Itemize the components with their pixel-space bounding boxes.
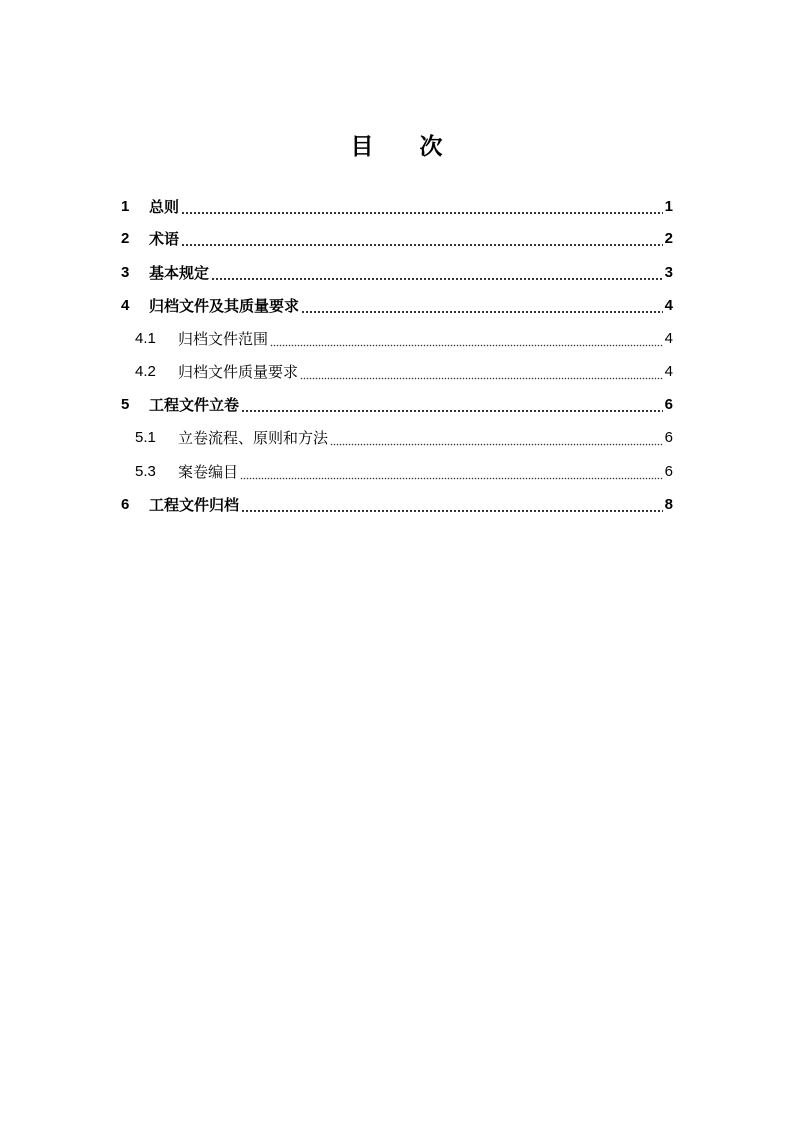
toc-entry-number: 3 xyxy=(121,264,130,281)
toc-dot-leader xyxy=(181,196,663,218)
toc-entry-text: 归档文件范围 xyxy=(178,330,269,348)
toc-entry-number: 4.1 xyxy=(135,330,156,347)
toc-title-char-2: 次 xyxy=(419,134,443,160)
toc-entry[interactable] xyxy=(121,328,673,350)
toc-entry-page: 6 xyxy=(664,463,673,480)
toc-entry-text: 工程文件立卷 xyxy=(149,396,240,414)
toc-entry-text: 案卷编目 xyxy=(178,463,239,481)
toc-entry-page: 8 xyxy=(664,496,673,513)
toc-entry-page: 2 xyxy=(664,230,673,247)
toc-entry-text: 基本规定 xyxy=(149,264,210,282)
toc-entry-number: 1 xyxy=(121,198,130,215)
toc-entry[interactable] xyxy=(121,228,673,250)
toc-entry-page: 4 xyxy=(664,330,673,347)
toc-entry-page: 6 xyxy=(664,396,673,413)
toc-entry[interactable] xyxy=(121,196,673,218)
toc-entry[interactable] xyxy=(121,427,673,449)
toc-entry-number: 6 xyxy=(121,496,130,513)
toc-entry-page: 6 xyxy=(664,429,673,446)
toc-entry-page: 1 xyxy=(664,198,673,215)
toc-dot-leader xyxy=(181,228,663,250)
toc-entry-text: 归档文件质量要求 xyxy=(178,363,299,381)
toc-dot-leader xyxy=(211,262,663,284)
toc-entry-text: 总则 xyxy=(149,198,180,216)
toc-entry-text: 工程文件归档 xyxy=(149,496,240,514)
toc-entry-number: 5 xyxy=(121,396,130,413)
toc-entry-text: 归档文件及其质量要求 xyxy=(149,297,300,315)
toc-entry-number: 5.1 xyxy=(135,429,156,446)
toc-entry-number: 5.3 xyxy=(135,463,156,480)
toc-entry[interactable] xyxy=(121,461,673,483)
toc-entry-page: 4 xyxy=(664,297,673,314)
toc-entry-number: 4 xyxy=(121,297,130,314)
toc-entry[interactable] xyxy=(121,295,673,317)
toc-entry-number: 4.2 xyxy=(135,363,156,380)
toc-dot-leader xyxy=(330,427,663,449)
toc-entry-page: 4 xyxy=(664,363,673,380)
toc-dot-leader xyxy=(270,328,663,350)
toc-dot-leader xyxy=(241,394,663,416)
toc-entry-text: 立卷流程、原则和方法 xyxy=(178,429,329,447)
toc-entry-text: 术语 xyxy=(149,230,180,248)
toc-entry[interactable] xyxy=(121,262,673,284)
toc-dot-leader xyxy=(301,295,663,317)
toc-entry-page: 3 xyxy=(664,264,673,281)
toc-title xyxy=(0,128,793,161)
toc-entry[interactable] xyxy=(121,494,673,516)
toc-title-char-1: 目 xyxy=(350,134,374,160)
toc-entry[interactable] xyxy=(121,361,673,383)
toc-entry-number: 2 xyxy=(121,230,130,247)
toc-entry[interactable] xyxy=(121,394,673,416)
toc-dot-leader xyxy=(240,461,663,483)
toc-dot-leader xyxy=(300,361,663,383)
toc-dot-leader xyxy=(241,494,663,516)
